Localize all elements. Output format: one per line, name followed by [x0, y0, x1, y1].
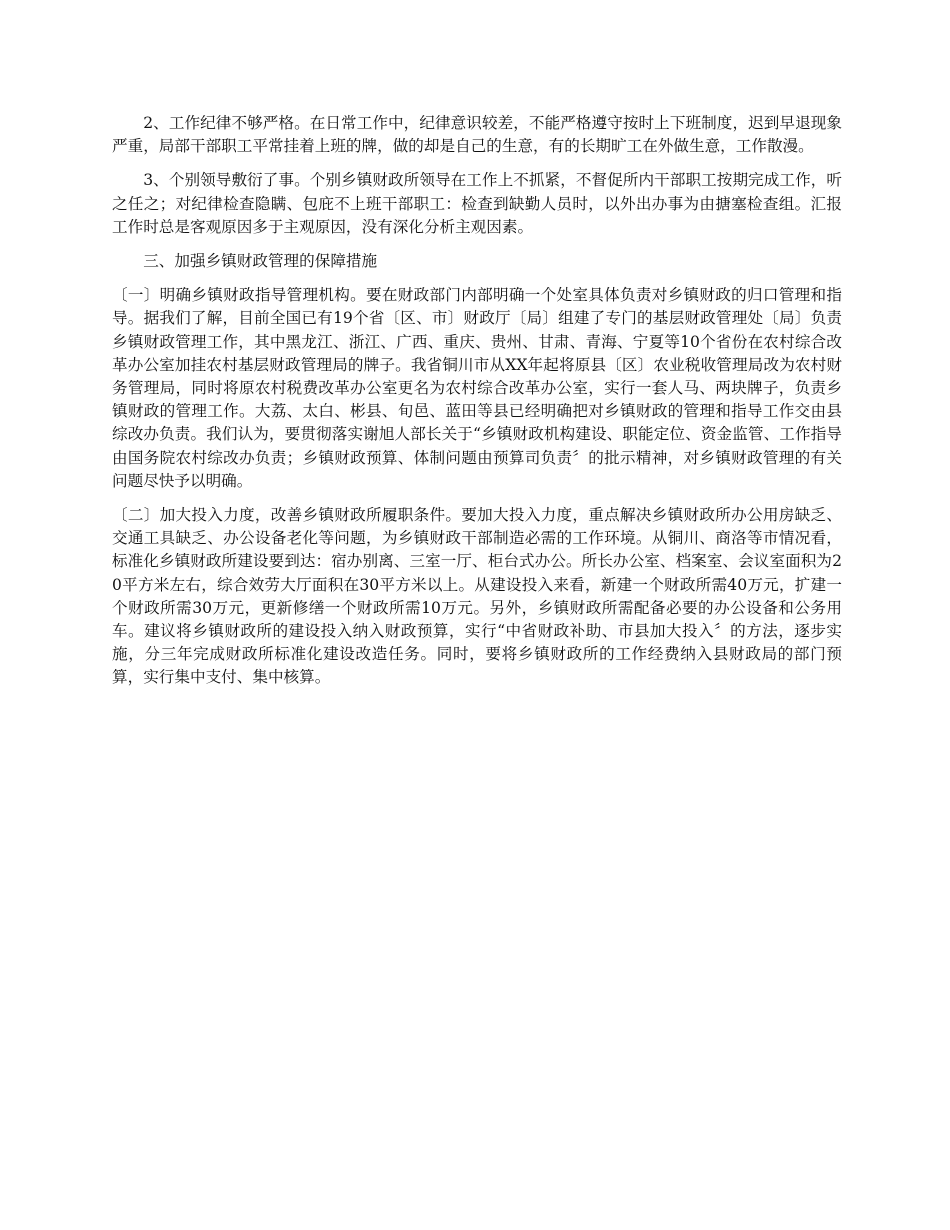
- document-page: [112, 112, 842, 701]
- section-heading: 三、加强乡镇财政管理的保障措施: [143, 252, 378, 271]
- paragraph-measure-1: 〔一〕明确乡镇财政指导管理机构。要在财政部门内部明确一个处室具体负责对乡镇财政的归口管理和指导。据我们了解，目前全国已有19个省〔区、市〕财政厅〔局〕组建了专门的基层财政管理处〔局〕负责乡镇财政管理工作，其中黑龙江、浙江、广西、重庆、贵州、甘肃、青海、宁夏等10个省份在农村综合改革办公室加挂农村基层财政管理局的牌子。我省铜川市从XX年起将原县〔区〕农业税收管理局改为农村财务管理局，同时将原农村税费改革办公室更名为农村综合改革办公室，实行一套人马、两块牌子，负责乡镇财政的管理工作。大荔、太白、彬县、旬邑、蓝田等县已经明确把对乡镇财政的管理和指导工作交由县综改办负责。我们认为，要贯彻落实谢旭人部长关于“乡镇财政机构建设、职能定位、资金监管、工作指导由国务院农村综改办负责；乡镇财政预算、体制问题由预算司负责〞的批示精神，对乡镇财政管理的有关问题尽快予以明确。: [112, 286, 842, 490]
- paragraph-work-discipline: 2、工作纪律不够严格。在日常工作中，纪律意识较差，不能严格遵守按时上下班制度，迟到早退现象严重，局部干部职工平常挂着上班的牌，做的却是自己的生意，有的长期旷工在外做生意，工作散漫。: [112, 114, 842, 156]
- paragraph-measure-2: 〔二〕加大投入力度，改善乡镇财政所履职条件。要加大投入力度，重点解决乡镇财政所办公用房缺乏、交通工具缺乏、办公设备老化等问题，为乡镇财政干部制造必需的工作环境。从铜川、商洛等市情况看，标准化乡镇财政所建设要到达：宿办别离、三室一厅、柜台式办公。所长办公室、档案室、会议室面积为20平方米左右，综合效劳大厅面积在30平方米以上。从建设投入来看，新建一个财政所需40万元，扩建一个财政所需30万元，更新修缮一个财政所需10万元。另外，乡镇财政所需配备必要的办公设备和公务用车。建议将乡镇财政所的建设投入纳入财政预算，实行“中省财政补助、市县加大投入〞的方法，逐步实施，分三年完成财政所标准化建设改造任务。同时，要将乡镇财政所的工作经费纳入县财政局的部门预算，实行集中支付、集中核算。: [112, 506, 842, 687]
- paragraph-leadership: 3、个别领导敷衍了事。个别乡镇财政所领导在工作上不抓紧，不督促所内干部职工按期完成工作，听之任之；对纪律检查隐瞒、包庇不上班干部职工：检查到缺勤人员时，以外出办事为由搪塞检查组。汇报工作时总是客观原因多于主观原因，没有深化分析主观因素。: [112, 171, 842, 236]
